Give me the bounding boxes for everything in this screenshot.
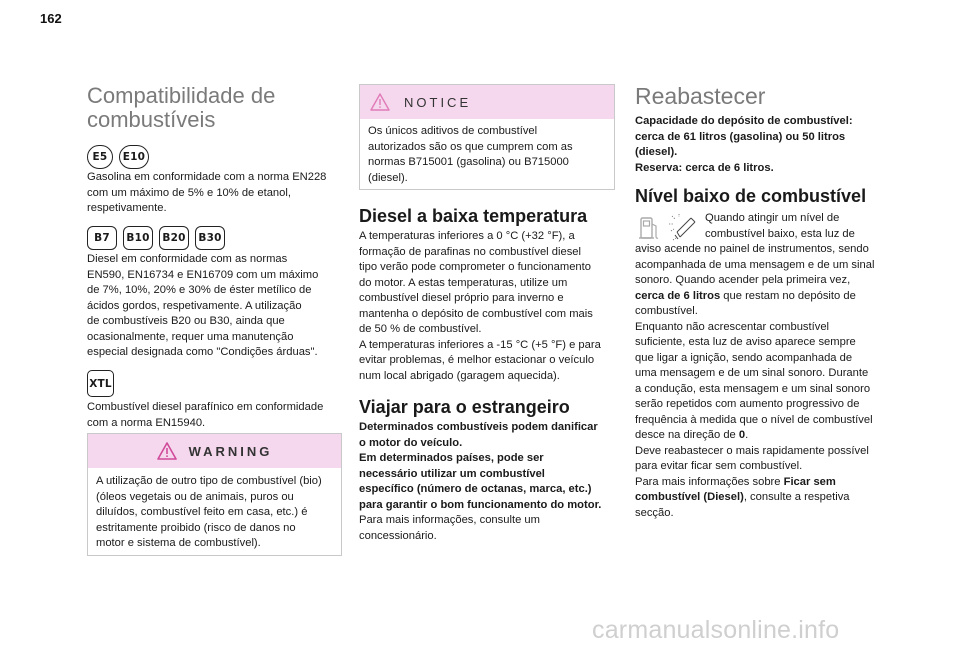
b30-label-icon: B30 bbox=[195, 226, 225, 250]
xtl-label-icon: XTL bbox=[87, 370, 114, 397]
low-fuel-text-beside-icon: Quando atingir um nível de combustível baixo, esta luz de bbox=[705, 212, 855, 240]
b7-label-icon: B7 bbox=[87, 226, 117, 250]
badges-diesel bbox=[87, 226, 225, 250]
warning-box bbox=[87, 433, 342, 556]
diesel-low-temp-text: A temperaturas inferiores a 0 °C (+32 °F), a formação de parafinas no combustível diesel tipo verão pode comprometer o funcionamento do motor. A estas temperaturas, utilize um combustível diesel próprio para inverno e mantenha o depósito de combustível com mais de 50 % de combustível. A temperaturas inferiores a -15 °C (+5 °F) e para evitar problemas, é melhor estacionar o veículo num local abrigado (garagem aquecida). bbox=[359, 230, 601, 382]
travel-text: Determinados combustíveis podem danificar o motor do veículo. Em determinados países, pode ser necessário utilizar um combustível específico (número de octanas, marca, etc.) para garantir o bom funcionamento do motor. Para mais informações, consulte um concessionário. bbox=[359, 421, 602, 542]
tank-capacity-text: Capacidade do depósito de combustível: cerca de 61 litros (gasolina) ou 50 litros (diesel). Reserva: cerca de 6 litros. bbox=[635, 115, 853, 174]
b10-label-icon: B10 bbox=[123, 226, 153, 250]
diesel-standards-text: Diesel em conformidade com as normas EN590, EN16734 e EN16709 com um máximo de 7%, 10%, 20% e 30% de éster metílico de ácidos gordos, respetivamente. A utilização de combustíveis B20 ou B30, ainda que ocasionalmente, requer uma manutenção especial designada como "Condições árduas". bbox=[87, 253, 319, 358]
section-title-compatibility: Compatibilidade de combustíveis bbox=[87, 83, 276, 132]
low-fuel-warning-icon bbox=[635, 212, 703, 244]
notice-title: NOTICE bbox=[404, 94, 472, 110]
page-number: 162 bbox=[40, 11, 62, 26]
xtl-text: Combustível diesel parafínico em conformidade com a norma EN15940. bbox=[87, 401, 324, 429]
notice-text: Os únicos aditivos de combustível autorizados são os que cumprem com as normas B715001 (gasolina) ou B715000 (diesel). bbox=[368, 125, 573, 184]
warning-triangle-icon bbox=[157, 442, 177, 460]
heading-travel-abroad: Viajar para o estrangeiro bbox=[359, 397, 570, 417]
low-fuel-text: aviso acende no painel de instrumentos, sendo acompanhada de uma mensagem e de um sinal sonoro. Quando acender pela primeira vez, cerca de 6 litros que restam no depósito de combustível. Enquanto não acrescentar combustível suficiente, esta luz de aviso aparece sempre que ligar a ignição, sendo acompanhada de uma mensagem e de um sinal sonoro. Durante a condução, esta mensagem e um sinal sonoro serão repetidos com aumento progressivo de frequência à medida que o nível de combustível desce na direção de 0. Deve reabastecer o mais rapidamente possível para evitar ficar sem combustível. Para mais informações sobre Ficar sem combustível (Diesel), consulte a respetiva secção. bbox=[635, 243, 875, 519]
warning-title: WARNING bbox=[188, 443, 273, 459]
badges-petrol bbox=[87, 145, 149, 169]
warning-header bbox=[88, 434, 341, 468]
b20-label-icon: B20 bbox=[159, 226, 189, 250]
e10-label-icon: E10 bbox=[119, 145, 149, 169]
warning-text: A utilização de outro tipo de combustível (bio) (óleos vegetais ou de animais, puros ou diluídos, combustível feito em casa, etc.) é estritamente proibido (risco de danos no motor e sistema de combustível). bbox=[96, 475, 322, 549]
petrol-text: Gasolina em conformidade com a norma EN228 com um máximo de 5% e 10% de etanol, respetivamente. bbox=[87, 171, 327, 214]
notice-box bbox=[359, 84, 615, 190]
heading-diesel-low-temp: Diesel a baixa temperatura bbox=[359, 206, 588, 226]
heading-low-fuel: Nível baixo de combustível bbox=[635, 186, 867, 206]
section-title-refuelling: Reabastecer bbox=[635, 83, 766, 109]
notice-triangle-icon bbox=[370, 93, 390, 111]
notice-header bbox=[360, 85, 614, 119]
e5-label-icon: E5 bbox=[87, 145, 113, 169]
watermark: carmanualsonline.info bbox=[592, 616, 840, 644]
